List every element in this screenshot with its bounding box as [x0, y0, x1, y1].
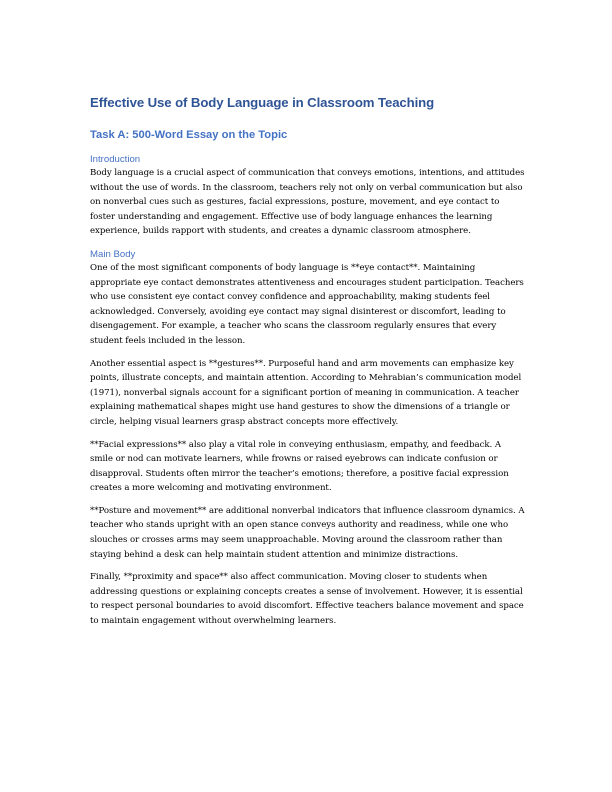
body-paragraph-eye-contact: One of the most significant components of body language is **eye contact**. Maintaining appropriate eye contact demonstrates attentiveness and encourages student participation. Teachers who use consistent eye contact convey confidence and approachability, making students feel acknowledged. Conversely, avoiding eye contact may signal disinterest or discomfort, leading to disengagement. For example, a teacher who scans the classroom regularly ensures that every student feels included in the lesson. [90, 262, 524, 346]
document-content [90, 94, 526, 629]
introduction-heading: Introduction [90, 154, 141, 165]
main-body-heading: Main Body [90, 248, 136, 260]
introduction-paragraph: Body language is a crucial aspect of communication that conveys emotions, intentions, and attitudes without the use of words. In the classroom, teachers rely not only on verbal communication but also on nonverbal cues such as gestures, facial expressions, posture, movement, and eye contact to foster understanding and engagement. Effective use of body language enhances the learning experience, builds rapport with students, and creates a dynamic classroom atmosphere. [90, 168, 525, 237]
task-heading: Task A: 500-Word Essay on the Topic [90, 129, 288, 141]
body-paragraph-gestures: Another essential aspect is **gestures**. Purposeful hand and arm movements can emphasize key points, illustrate concepts, and maintain attention. According to Mehrabian’s communication model (1971), nonverbal signals account for a significant portion of meaning in communication. A teacher explaining mathematical shapes might use hand gestures to show the dimensions of a triangle or circle, helping visual learners grasp abstract concepts more effectively. [90, 358, 522, 427]
body-paragraph-posture-movement: **Posture and movement** are additional nonverbal indicators that influence classroom dynamics. A teacher who stands upright with an open stance conveys authority and readiness, while one who slouches or crosses arms may seem unapproachable. Moving around the classroom rather than staying behind a desk can help maintain student attention and minimize distractions. [90, 505, 525, 560]
body-paragraph-proximity-space: Finally, **proximity and space** also affect communication. Moving closer to students when addressing questions or explaining concepts creates a sense of involvement. However, it is essential to respect personal boundaries to avoid discomfort. Effective teachers balance movement and space to maintain engagement without overwhelming learners. [90, 572, 524, 627]
document-title: Effective Use of Body Language in Classroom Teaching [90, 95, 435, 110]
body-paragraph-facial-expressions: **Facial expressions** also play a vital role in conveying enthusiasm, empathy, and feedback. A smile or nod can motivate learners, while frowns or raised eyebrows can indicate confusion or disapproval. Students often mirror the teacher’s emotions; therefore, a positive facial expression creates a more welcoming and motivating environment. [90, 439, 509, 494]
